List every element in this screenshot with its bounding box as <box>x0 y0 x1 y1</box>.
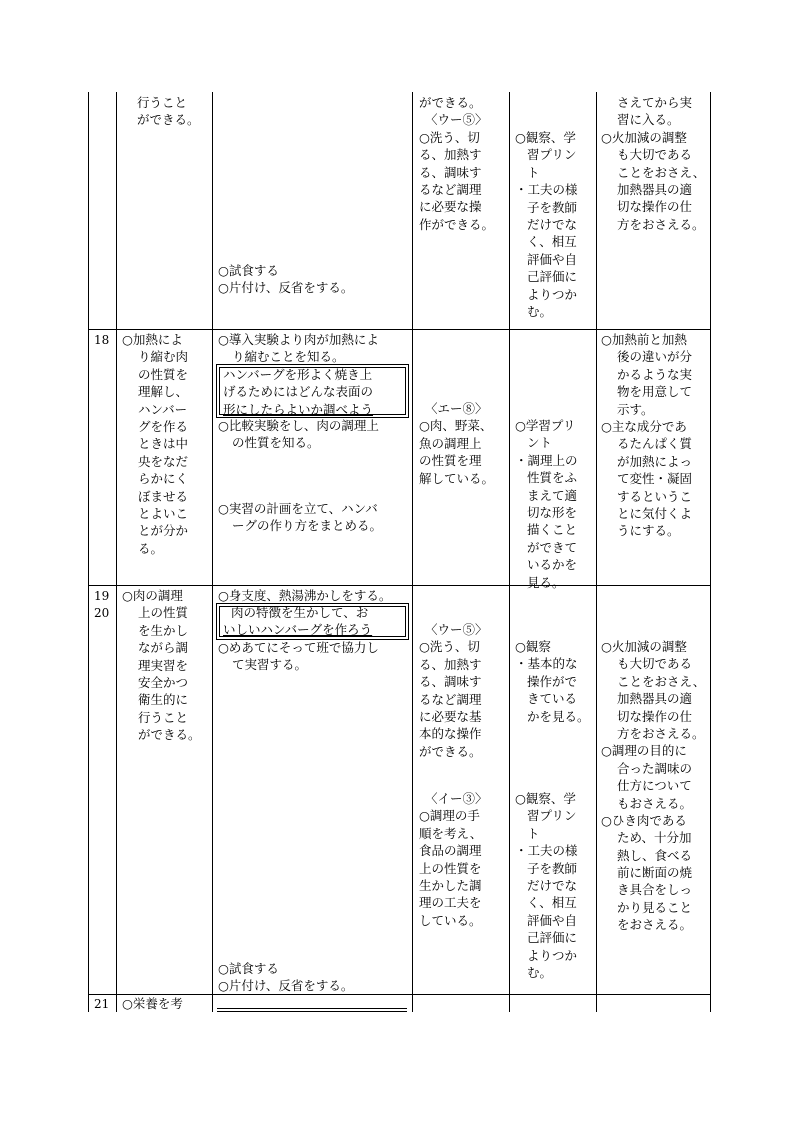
notes-line: ○火加減の調整 <box>601 639 687 654</box>
evaluation-line: ができる。 <box>419 743 482 759</box>
column-divider-2 <box>212 92 213 1012</box>
evaluation-line: 生かした調 <box>419 877 482 893</box>
evaluation-line: ○肉、野菜、 <box>419 418 493 434</box>
table-border-right <box>710 92 711 1012</box>
activity-line: て実習する。 <box>232 657 308 673</box>
evaluation-line: に必要な操 <box>419 199 482 215</box>
notes-line: 物を用意して <box>617 384 693 400</box>
notes-line: 加熱器具の適 <box>617 691 693 707</box>
notes-line: が加熱によっ <box>617 453 693 469</box>
notes-line: うにする。 <box>617 523 680 539</box>
row1920-method-a <box>515 638 590 725</box>
method-line: 己評価に <box>527 269 578 285</box>
top-notes-cell <box>601 94 705 233</box>
evaluation-line: 作ができる。 <box>419 216 495 232</box>
double-rule-bottom <box>217 1011 407 1012</box>
activity-line: ○導入実験より肉が加熱によ <box>218 332 379 347</box>
evaluation-line: 順を考え、 <box>419 825 483 841</box>
top-evaluation-cell <box>419 94 494 233</box>
row18-notes-cell <box>601 331 692 540</box>
evaluation-line: に必要な基 <box>419 708 482 724</box>
row-number-18: 18 <box>94 333 110 347</box>
notes-line: ○調理の目的に <box>601 743 687 759</box>
method-line: かを見る。 <box>527 708 590 724</box>
question-line: いしいハンバーグを作ろう <box>223 622 373 638</box>
goal-line: グを作る <box>138 418 189 434</box>
row21-goal-cell <box>122 995 183 1012</box>
method-line: ができて <box>527 539 578 555</box>
notes-line: さえてから実 <box>617 95 693 110</box>
evaluation-line: 食品の調理 <box>419 843 482 859</box>
notes-line: かり見ること <box>617 899 693 915</box>
activity-line: ーグの作り方をまとめる。 <box>232 518 383 534</box>
question-line: げるためにはどんな表面の <box>223 384 374 400</box>
evaluation-line: 理の工夫を <box>419 895 482 911</box>
method-line: 描くこと <box>527 522 578 538</box>
evaluation-line: 本的な操作 <box>419 726 482 742</box>
method-line: む。 <box>527 964 553 980</box>
goal-line: の性質を <box>138 366 189 382</box>
top-goal-cell <box>137 94 200 129</box>
evaluation-line: 〈エー⑧〉 <box>425 401 488 416</box>
notes-line: 後の違いが分 <box>617 349 693 365</box>
method-line: ・工夫の様 <box>515 843 578 859</box>
top-goal-line: 行うこと <box>137 95 188 110</box>
row18-evaluation-cell <box>419 400 494 487</box>
evaluation-line: る、調味す <box>419 164 482 180</box>
method-line: 評価や自 <box>527 912 578 928</box>
goal-line: ハンバー <box>138 401 188 417</box>
evaluation-line: 解している。 <box>419 470 495 486</box>
table-border-left <box>88 92 89 1012</box>
method-line: ント <box>527 435 553 451</box>
notes-line: かるような実 <box>617 366 693 382</box>
activity-line: り縮むことを知る。 <box>232 349 345 365</box>
method-line: ○学習プリ <box>515 418 576 433</box>
notes-line: ○主な成分であ <box>601 418 687 434</box>
row1920-activity-tail <box>218 960 353 995</box>
activity-line: ○試食する <box>218 961 279 976</box>
evaluation-line: ができる。 <box>419 95 482 110</box>
question-line: 形にしたらよいか調べよう <box>223 401 374 417</box>
row18-question-box <box>216 364 409 418</box>
method-line: ・工夫の様 <box>515 182 578 198</box>
notes-line: 熱し、食べる <box>617 847 693 863</box>
notes-line: ○ひき肉である <box>601 812 687 828</box>
notes-line: き具合をしっ <box>617 882 693 898</box>
method-line: 操作がで <box>527 673 578 689</box>
row-number-20: 20 <box>94 606 110 620</box>
method-line: ○観察、学 <box>515 130 576 145</box>
row1920-activity-practice <box>218 639 379 674</box>
evaluation-line: ○調理の手 <box>419 808 480 824</box>
row1920-question-box <box>216 603 409 640</box>
method-line: 子を教師 <box>527 860 578 876</box>
evaluation-line: 〈ウー⑤〉 <box>425 622 488 637</box>
top-goal-line: ができる。 <box>137 112 200 128</box>
notes-line: ○火加減の調整 <box>601 129 687 145</box>
row18-activity-intro <box>218 331 379 366</box>
goal-line: ができる。 <box>138 727 201 743</box>
method-line: 評価や自 <box>527 251 578 267</box>
notes-line: 切な操作の仕 <box>617 708 693 724</box>
goal-line: ながら調 <box>138 640 189 656</box>
goal-line: 上の性質 <box>138 605 189 621</box>
evaluation-line: している。 <box>419 912 482 928</box>
top-activity-tail <box>218 262 353 297</box>
question-line: 肉の特徴を生かして、お <box>231 605 369 620</box>
row-divider-1920 <box>88 585 711 586</box>
goal-line: ○加熱によ <box>122 332 183 347</box>
goal-line: らかにく <box>138 471 189 487</box>
evaluation-line: る、加熱す <box>419 147 482 163</box>
notes-line: も大切である <box>617 656 693 672</box>
notes-line: とに気付くよ <box>617 505 693 521</box>
column-divider-3 <box>412 92 413 1012</box>
evaluation-line: 〈ウー⑤〉 <box>425 112 488 128</box>
activity-line: ○片付け、反省をする。 <box>218 280 354 296</box>
method-line: いるかを <box>527 557 578 573</box>
notes-line: るたんぱく質 <box>617 436 693 452</box>
method-line: 習プリン <box>527 808 577 824</box>
notes-line: もおさえる。 <box>617 795 693 811</box>
method-line: ト <box>527 825 540 841</box>
method-line: ・調理上の <box>515 452 578 468</box>
double-rule-top <box>217 1008 407 1009</box>
row-number-21: 21 <box>94 997 110 1011</box>
row-divider-18 <box>88 329 711 330</box>
evaluation-line: ○洗う、切 <box>419 639 480 655</box>
activity-line: の性質を知る。 <box>232 435 320 451</box>
notes-line: 示す。 <box>617 401 654 417</box>
evaluation-line: 〈イー③〉 <box>425 791 488 806</box>
notes-line: て変性・凝固 <box>617 471 693 487</box>
goal-line: 衛生的に <box>138 692 189 708</box>
notes-line: ため、十分加 <box>617 830 692 846</box>
goal-line: ぼませる <box>138 488 189 504</box>
method-line: 見る。 <box>527 574 565 590</box>
goal-line: り縮む肉 <box>138 349 189 365</box>
activity-line: ○比較実験をし、肉の調理上 <box>218 418 379 433</box>
question-line: ハンバーグを形よく焼き上 <box>223 367 373 382</box>
notes-line: ことをおさえ、 <box>617 673 706 689</box>
method-line: く、相互 <box>527 895 577 911</box>
goal-line: 央をなだ <box>138 453 189 469</box>
method-line: まえて適 <box>527 487 578 503</box>
method-line: だけでな <box>527 877 578 893</box>
goal-line: ○肉の調理 <box>122 588 183 603</box>
evaluation-line: の性質を理 <box>419 453 482 469</box>
method-line: ト <box>527 164 540 180</box>
row1920-evaluation-a <box>419 621 488 760</box>
notes-line: 習に入る。 <box>617 112 680 128</box>
method-line: ○観察、学 <box>515 791 576 806</box>
notes-line: 切な操作の仕 <box>617 199 693 215</box>
goal-line: ○栄養を考 <box>122 996 183 1011</box>
notes-line: するというこ <box>617 488 693 504</box>
notes-line: ○加熱前と加熱 <box>601 332 687 347</box>
method-line: ・基本的な <box>515 656 578 672</box>
notes-line: 合った調味の <box>617 760 693 776</box>
evaluation-line: る、加熱す <box>419 656 482 672</box>
evaluation-line: るなど調理 <box>419 181 482 197</box>
row18-activity-compare <box>218 417 379 452</box>
column-divider-1 <box>116 92 117 1012</box>
row1920-method-b <box>515 790 578 981</box>
method-line: 切な形を <box>527 504 578 520</box>
method-line: 性質をふ <box>527 470 578 486</box>
row18-goal-cell <box>122 331 188 557</box>
method-line: よりつか <box>527 286 578 302</box>
notes-line: 仕方について <box>617 778 692 794</box>
row18-activity-plan <box>218 500 382 535</box>
notes-line: ことをおさえ、 <box>617 164 706 180</box>
notes-line: をおさえる。 <box>617 917 693 933</box>
notes-line: 加熱器具の適 <box>617 181 693 197</box>
method-line: きている <box>527 691 578 707</box>
method-line: 己評価に <box>527 930 578 946</box>
row1920-notes-cell <box>601 638 705 934</box>
method-line: く、相互 <box>527 234 577 250</box>
goal-line: ときは中 <box>138 436 189 452</box>
method-line: だけでな <box>527 216 578 232</box>
row18-method-cell <box>515 417 578 591</box>
evaluation-line: る、調味す <box>419 674 482 690</box>
activity-line: ○片付け、反省をする。 <box>218 978 354 994</box>
method-line: む。 <box>527 303 553 319</box>
activity-line: ○実習の計画を立て、ハンバ <box>218 501 378 516</box>
goal-line: る。 <box>138 540 164 556</box>
evaluation-line: 上の性質を <box>419 860 482 876</box>
activity-line: ○身支度、熱湯沸かしをする。 <box>218 588 392 603</box>
method-line: 子を教師 <box>527 199 578 215</box>
row-number-19: 19 <box>94 589 110 603</box>
activity-line: ○めあてにそって班で協力し <box>218 640 379 655</box>
row1920-evaluation-b <box>419 790 488 929</box>
goal-line: 安全かつ <box>138 674 189 690</box>
column-divider-4 <box>509 92 510 1012</box>
goal-line: とよいこ <box>138 505 189 521</box>
evaluation-line: 魚の調理上 <box>419 435 482 451</box>
evaluation-line: ○洗う、切 <box>419 129 480 145</box>
method-line: 習プリン <box>527 147 577 163</box>
method-line: ○観察 <box>515 639 551 654</box>
activity-line: ○試食する <box>218 263 279 278</box>
top-method-cell <box>515 129 578 320</box>
goal-line: を生かし <box>138 622 189 638</box>
goal-line: 理実習を <box>138 657 189 673</box>
goal-line: 行うこと <box>138 709 189 725</box>
method-line: よりつか <box>527 947 578 963</box>
row1920-goal-cell <box>122 587 201 744</box>
goal-line: 理解し、 <box>138 384 189 400</box>
notes-line: 方をおさえる。 <box>617 216 705 232</box>
row1920-activity-prep <box>218 587 391 604</box>
evaluation-line: るなど調理 <box>419 691 482 707</box>
goal-line: とが分か <box>138 523 189 539</box>
notes-line: 方をおさえる。 <box>617 725 705 741</box>
column-divider-5 <box>596 92 597 1012</box>
notes-line: も大切である <box>617 147 693 163</box>
notes-line: 前に断面の焼 <box>617 865 693 881</box>
